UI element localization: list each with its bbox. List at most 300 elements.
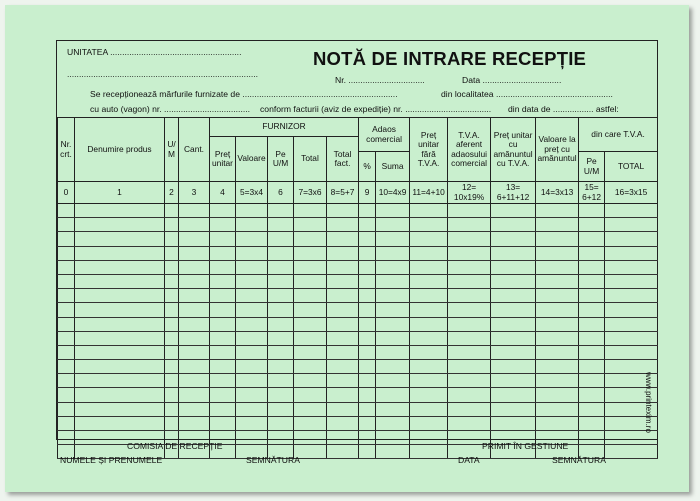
table-cell[interactable]	[179, 402, 210, 416]
table-cell[interactable]	[376, 331, 410, 345]
table-cell[interactable]	[327, 274, 359, 288]
table-cell[interactable]	[179, 218, 210, 232]
table-cell[interactable]	[268, 317, 294, 331]
table-cell[interactable]	[327, 317, 359, 331]
table-cell[interactable]	[359, 416, 376, 430]
table-cell[interactable]	[236, 232, 268, 246]
table-cell[interactable]	[58, 246, 75, 260]
table-cell[interactable]	[491, 289, 536, 303]
table-cell[interactable]	[605, 218, 658, 232]
table-cell[interactable]	[448, 345, 491, 359]
table-cell[interactable]	[165, 317, 179, 331]
table-cell[interactable]	[58, 431, 75, 445]
table-cell[interactable]	[75, 260, 165, 274]
table-cell[interactable]	[236, 388, 268, 402]
table-cell[interactable]	[359, 246, 376, 260]
table-cell[interactable]	[327, 345, 359, 359]
table-cell[interactable]	[536, 303, 579, 317]
table-cell[interactable]	[536, 374, 579, 388]
table-cell[interactable]	[491, 317, 536, 331]
table-cell[interactable]	[376, 289, 410, 303]
table-cell[interactable]	[58, 218, 75, 232]
table-cell[interactable]	[58, 274, 75, 288]
table-cell[interactable]	[165, 402, 179, 416]
table-cell[interactable]	[165, 416, 179, 430]
table-cell[interactable]	[179, 274, 210, 288]
table-cell[interactable]	[376, 388, 410, 402]
table-cell[interactable]	[536, 402, 579, 416]
table-cell[interactable]	[236, 431, 268, 445]
table-cell[interactable]	[179, 232, 210, 246]
table-cell[interactable]	[410, 218, 448, 232]
table-cell[interactable]	[376, 260, 410, 274]
table-row	[58, 246, 658, 260]
table-cell[interactable]	[75, 416, 165, 430]
table-cell[interactable]	[536, 204, 579, 218]
table-cell[interactable]	[605, 345, 658, 359]
table-cell[interactable]	[75, 388, 165, 402]
table-cell[interactable]	[579, 360, 605, 374]
table-cell[interactable]	[448, 246, 491, 260]
table-cell[interactable]	[294, 218, 327, 232]
table-cell[interactable]	[268, 218, 294, 232]
table-cell[interactable]	[294, 246, 327, 260]
table-cell[interactable]	[448, 274, 491, 288]
table-cell[interactable]	[448, 289, 491, 303]
table-cell[interactable]	[165, 289, 179, 303]
table-cell[interactable]	[294, 303, 327, 317]
table-cell[interactable]	[579, 204, 605, 218]
table-cell[interactable]	[236, 274, 268, 288]
table-cell[interactable]	[605, 232, 658, 246]
table-cell[interactable]	[294, 345, 327, 359]
table-cell[interactable]	[165, 374, 179, 388]
table-cell[interactable]	[165, 246, 179, 260]
table-cell[interactable]	[410, 402, 448, 416]
table-cell[interactable]	[327, 374, 359, 388]
table-cell[interactable]	[605, 317, 658, 331]
table-row	[58, 274, 658, 288]
table-cell[interactable]	[410, 360, 448, 374]
table-cell[interactable]	[75, 274, 165, 288]
table-cell[interactable]	[491, 246, 536, 260]
table-cell[interactable]	[210, 246, 236, 260]
table-cell[interactable]	[294, 416, 327, 430]
table-cell[interactable]	[210, 260, 236, 274]
table-cell[interactable]	[536, 331, 579, 345]
table-cell[interactable]	[491, 360, 536, 374]
table-cell[interactable]	[75, 218, 165, 232]
table-cell[interactable]	[268, 360, 294, 374]
table-cell[interactable]	[579, 331, 605, 345]
table-row	[58, 416, 658, 430]
table-cell[interactable]	[210, 345, 236, 359]
table-cell[interactable]	[536, 289, 579, 303]
table-cell[interactable]	[579, 402, 605, 416]
table-cell[interactable]	[359, 317, 376, 331]
table-cell[interactable]	[268, 289, 294, 303]
table-cell[interactable]	[491, 218, 536, 232]
table-cell[interactable]	[327, 431, 359, 445]
table-cell[interactable]	[359, 260, 376, 274]
table-cell[interactable]	[410, 345, 448, 359]
table-cell[interactable]	[579, 374, 605, 388]
index-cell: 7=3x6	[294, 182, 327, 204]
table-cell[interactable]	[376, 345, 410, 359]
table-cell[interactable]	[294, 317, 327, 331]
table-cell[interactable]	[579, 345, 605, 359]
table-cell[interactable]	[58, 345, 75, 359]
table-cell[interactable]	[605, 204, 658, 218]
table-cell[interactable]	[236, 345, 268, 359]
table-cell[interactable]	[491, 374, 536, 388]
table-cell[interactable]	[236, 374, 268, 388]
index-row	[58, 182, 658, 204]
index-cell: 3	[179, 182, 210, 204]
table-cell[interactable]	[210, 317, 236, 331]
table-cell[interactable]	[448, 204, 491, 218]
table-cell[interactable]	[58, 232, 75, 246]
table-cell[interactable]	[58, 388, 75, 402]
table-cell[interactable]	[165, 360, 179, 374]
table-cell[interactable]	[491, 345, 536, 359]
table-cell[interactable]	[165, 218, 179, 232]
table-cell[interactable]	[376, 303, 410, 317]
table-cell[interactable]	[448, 388, 491, 402]
table-cell[interactable]	[410, 431, 448, 445]
table-cell[interactable]	[410, 232, 448, 246]
table-cell[interactable]	[294, 402, 327, 416]
table-cell[interactable]	[376, 317, 410, 331]
table-cell[interactable]	[359, 360, 376, 374]
table-cell[interactable]	[536, 345, 579, 359]
table-cell[interactable]	[376, 402, 410, 416]
table-cell[interactable]	[236, 402, 268, 416]
table-cell[interactable]	[448, 303, 491, 317]
table-cell[interactable]	[536, 388, 579, 402]
table-cell[interactable]	[75, 204, 165, 218]
table-cell[interactable]	[294, 431, 327, 445]
table-cell[interactable]	[605, 274, 658, 288]
table-cell[interactable]	[268, 204, 294, 218]
table-row	[58, 232, 658, 246]
table-cell[interactable]	[359, 431, 376, 445]
table-cell[interactable]	[359, 331, 376, 345]
table-cell[interactable]	[75, 303, 165, 317]
table-cell[interactable]	[579, 232, 605, 246]
table-cell[interactable]	[579, 274, 605, 288]
table-cell[interactable]	[179, 360, 210, 374]
table-cell[interactable]	[605, 331, 658, 345]
table-cell[interactable]	[579, 431, 605, 445]
table-cell[interactable]	[605, 445, 658, 459]
table-cell[interactable]	[579, 246, 605, 260]
table-cell[interactable]	[58, 260, 75, 274]
table-cell[interactable]	[210, 374, 236, 388]
table-cell[interactable]	[579, 303, 605, 317]
col-percent: %	[359, 152, 376, 182]
table-cell[interactable]	[75, 374, 165, 388]
table-cell[interactable]	[327, 218, 359, 232]
table-cell[interactable]	[448, 232, 491, 246]
table-cell[interactable]	[165, 331, 179, 345]
table-cell[interactable]	[376, 274, 410, 288]
table-cell[interactable]	[294, 388, 327, 402]
table-cell[interactable]	[579, 260, 605, 274]
table-cell[interactable]	[75, 345, 165, 359]
table-cell[interactable]	[448, 402, 491, 416]
table-cell[interactable]	[536, 260, 579, 274]
table-cell[interactable]	[179, 388, 210, 402]
table-cell[interactable]	[75, 246, 165, 260]
table-cell[interactable]	[448, 260, 491, 274]
table-cell[interactable]	[58, 416, 75, 430]
table-cell[interactable]	[236, 246, 268, 260]
table-cell[interactable]	[179, 317, 210, 331]
table-cell[interactable]	[236, 260, 268, 274]
table-cell[interactable]	[376, 232, 410, 246]
table-cell[interactable]	[448, 218, 491, 232]
table-cell[interactable]	[236, 331, 268, 345]
table-cell[interactable]	[376, 360, 410, 374]
table-cell[interactable]	[294, 331, 327, 345]
table-cell[interactable]	[210, 388, 236, 402]
table-cell[interactable]	[268, 374, 294, 388]
table-cell[interactable]	[410, 388, 448, 402]
table-cell[interactable]	[210, 218, 236, 232]
table-cell[interactable]	[268, 303, 294, 317]
table-cell[interactable]	[448, 416, 491, 430]
table-cell[interactable]	[210, 416, 236, 430]
table-cell[interactable]	[359, 274, 376, 288]
table-cell[interactable]	[75, 232, 165, 246]
index-cell: 13= 6+11+12	[491, 182, 536, 204]
table-cell[interactable]	[236, 317, 268, 331]
table-cell[interactable]	[294, 260, 327, 274]
table-cell[interactable]	[165, 388, 179, 402]
table-cell[interactable]	[376, 445, 410, 459]
table-cell[interactable]	[359, 218, 376, 232]
table-cell[interactable]	[327, 204, 359, 218]
table-cell[interactable]	[376, 204, 410, 218]
table-cell[interactable]	[327, 246, 359, 260]
table-cell[interactable]	[165, 274, 179, 288]
table-cell[interactable]	[210, 360, 236, 374]
table-cell[interactable]	[410, 260, 448, 274]
table-cell[interactable]	[294, 204, 327, 218]
table-cell[interactable]	[210, 274, 236, 288]
table-cell[interactable]	[179, 303, 210, 317]
table-cell[interactable]	[327, 289, 359, 303]
table-cell[interactable]	[236, 218, 268, 232]
table-cell[interactable]	[491, 402, 536, 416]
table-cell[interactable]	[579, 388, 605, 402]
table-cell[interactable]	[359, 388, 376, 402]
table-cell[interactable]	[294, 360, 327, 374]
table-cell[interactable]	[359, 303, 376, 317]
table-row	[58, 331, 658, 345]
table-cell[interactable]	[410, 274, 448, 288]
table-cell[interactable]	[359, 204, 376, 218]
table-cell[interactable]	[327, 331, 359, 345]
table-cell[interactable]	[376, 431, 410, 445]
table-cell[interactable]	[536, 416, 579, 430]
table-cell[interactable]	[536, 360, 579, 374]
table-cell[interactable]	[359, 445, 376, 459]
table-cell[interactable]	[448, 374, 491, 388]
table-cell[interactable]	[359, 289, 376, 303]
table-cell[interactable]	[58, 204, 75, 218]
table-cell[interactable]	[410, 317, 448, 331]
table-cell[interactable]	[58, 331, 75, 345]
table-cell[interactable]	[210, 289, 236, 303]
table-cell[interactable]	[75, 402, 165, 416]
table-cell[interactable]	[268, 402, 294, 416]
table-cell[interactable]	[605, 260, 658, 274]
table-cell[interactable]	[536, 232, 579, 246]
table-cell[interactable]	[165, 345, 179, 359]
table-cell[interactable]	[165, 260, 179, 274]
table-cell[interactable]	[327, 445, 359, 459]
table-cell[interactable]	[179, 204, 210, 218]
table-cell[interactable]	[236, 289, 268, 303]
table-cell[interactable]	[491, 232, 536, 246]
table-cell[interactable]	[236, 204, 268, 218]
unit-line: UNITATEA .......................................................	[67, 47, 242, 57]
table-cell[interactable]	[579, 289, 605, 303]
table-cell[interactable]	[210, 402, 236, 416]
table-cell[interactable]	[58, 303, 75, 317]
index-cell: 10=4x9	[376, 182, 410, 204]
table-cell[interactable]	[491, 416, 536, 430]
table-cell[interactable]	[210, 204, 236, 218]
table-cell[interactable]	[410, 303, 448, 317]
table-cell[interactable]	[536, 274, 579, 288]
index-cell: 15= 6+12	[579, 182, 605, 204]
table-cell[interactable]	[410, 416, 448, 430]
table-cell[interactable]	[179, 374, 210, 388]
col-cant: Cant.	[179, 118, 210, 182]
table-cell[interactable]	[268, 388, 294, 402]
table-cell[interactable]	[294, 232, 327, 246]
table-cell[interactable]	[179, 416, 210, 430]
table-cell[interactable]	[376, 246, 410, 260]
table-cell[interactable]	[359, 345, 376, 359]
table-cell[interactable]	[491, 331, 536, 345]
table-cell[interactable]	[294, 274, 327, 288]
table-cell[interactable]	[58, 360, 75, 374]
table-cell[interactable]	[536, 218, 579, 232]
table-cell[interactable]	[58, 317, 75, 331]
table-cell[interactable]	[294, 374, 327, 388]
table-cell[interactable]	[410, 445, 448, 459]
table-cell[interactable]	[179, 331, 210, 345]
table-cell[interactable]	[268, 232, 294, 246]
table-cell[interactable]	[327, 303, 359, 317]
table-cell[interactable]	[359, 374, 376, 388]
table-cell[interactable]	[579, 317, 605, 331]
table-cell[interactable]	[491, 388, 536, 402]
table-cell[interactable]	[179, 246, 210, 260]
table-cell[interactable]	[268, 260, 294, 274]
table-cell[interactable]	[491, 260, 536, 274]
publisher-text: www.printexim.ro	[644, 372, 653, 433]
table-cell[interactable]	[410, 374, 448, 388]
table-cell[interactable]	[605, 303, 658, 317]
table-cell[interactable]	[236, 303, 268, 317]
table-cell[interactable]	[605, 246, 658, 260]
table-cell[interactable]	[268, 246, 294, 260]
table-cell[interactable]	[268, 416, 294, 430]
table-cell[interactable]	[491, 274, 536, 288]
table-cell[interactable]	[376, 416, 410, 430]
table-cell[interactable]	[210, 331, 236, 345]
table-cell[interactable]	[210, 232, 236, 246]
table-cell[interactable]	[179, 289, 210, 303]
table-cell[interactable]	[165, 303, 179, 317]
table-cell[interactable]	[536, 317, 579, 331]
table-cell[interactable]	[448, 317, 491, 331]
table-cell[interactable]	[327, 232, 359, 246]
table-cell[interactable]	[327, 260, 359, 274]
table-cell[interactable]	[410, 246, 448, 260]
table-cell[interactable]	[327, 388, 359, 402]
table-cell[interactable]	[579, 218, 605, 232]
table-cell[interactable]	[75, 331, 165, 345]
table-cell[interactable]	[448, 360, 491, 374]
table-cell[interactable]	[410, 204, 448, 218]
table-cell[interactable]	[165, 204, 179, 218]
table-cell[interactable]	[359, 232, 376, 246]
table-cell[interactable]	[268, 274, 294, 288]
table-cell[interactable]	[75, 289, 165, 303]
table-cell[interactable]	[376, 374, 410, 388]
table-cell[interactable]	[579, 416, 605, 430]
index-cell: 0	[58, 182, 75, 204]
table-cell[interactable]	[410, 289, 448, 303]
table-cell[interactable]	[165, 232, 179, 246]
table-cell[interactable]	[268, 345, 294, 359]
table-cell[interactable]	[268, 331, 294, 345]
table-cell[interactable]	[179, 260, 210, 274]
table-cell[interactable]	[58, 402, 75, 416]
table-cell[interactable]	[491, 303, 536, 317]
table-cell[interactable]	[179, 345, 210, 359]
table-cell[interactable]	[491, 204, 536, 218]
table-cell[interactable]	[294, 289, 327, 303]
table-cell[interactable]	[58, 374, 75, 388]
table-cell[interactable]	[75, 360, 165, 374]
col-valoare: Valoare	[236, 137, 268, 182]
table-cell[interactable]	[236, 360, 268, 374]
table-cell[interactable]	[327, 402, 359, 416]
table-cell[interactable]	[448, 331, 491, 345]
table-cell[interactable]	[75, 317, 165, 331]
table-cell[interactable]	[327, 416, 359, 430]
table-cell[interactable]	[410, 331, 448, 345]
table-cell[interactable]	[268, 431, 294, 445]
document-title: NOTĂ DE INTRARE RECEPȚIE	[313, 48, 587, 69]
table-cell[interactable]	[327, 360, 359, 374]
table-cell[interactable]	[58, 289, 75, 303]
table-cell[interactable]	[605, 289, 658, 303]
table-cell[interactable]	[236, 416, 268, 430]
table-cell[interactable]	[536, 246, 579, 260]
table-cell[interactable]	[210, 303, 236, 317]
col-furnizor: FURNIZOR	[210, 118, 359, 137]
table-cell[interactable]	[359, 402, 376, 416]
table-cell[interactable]	[376, 218, 410, 232]
